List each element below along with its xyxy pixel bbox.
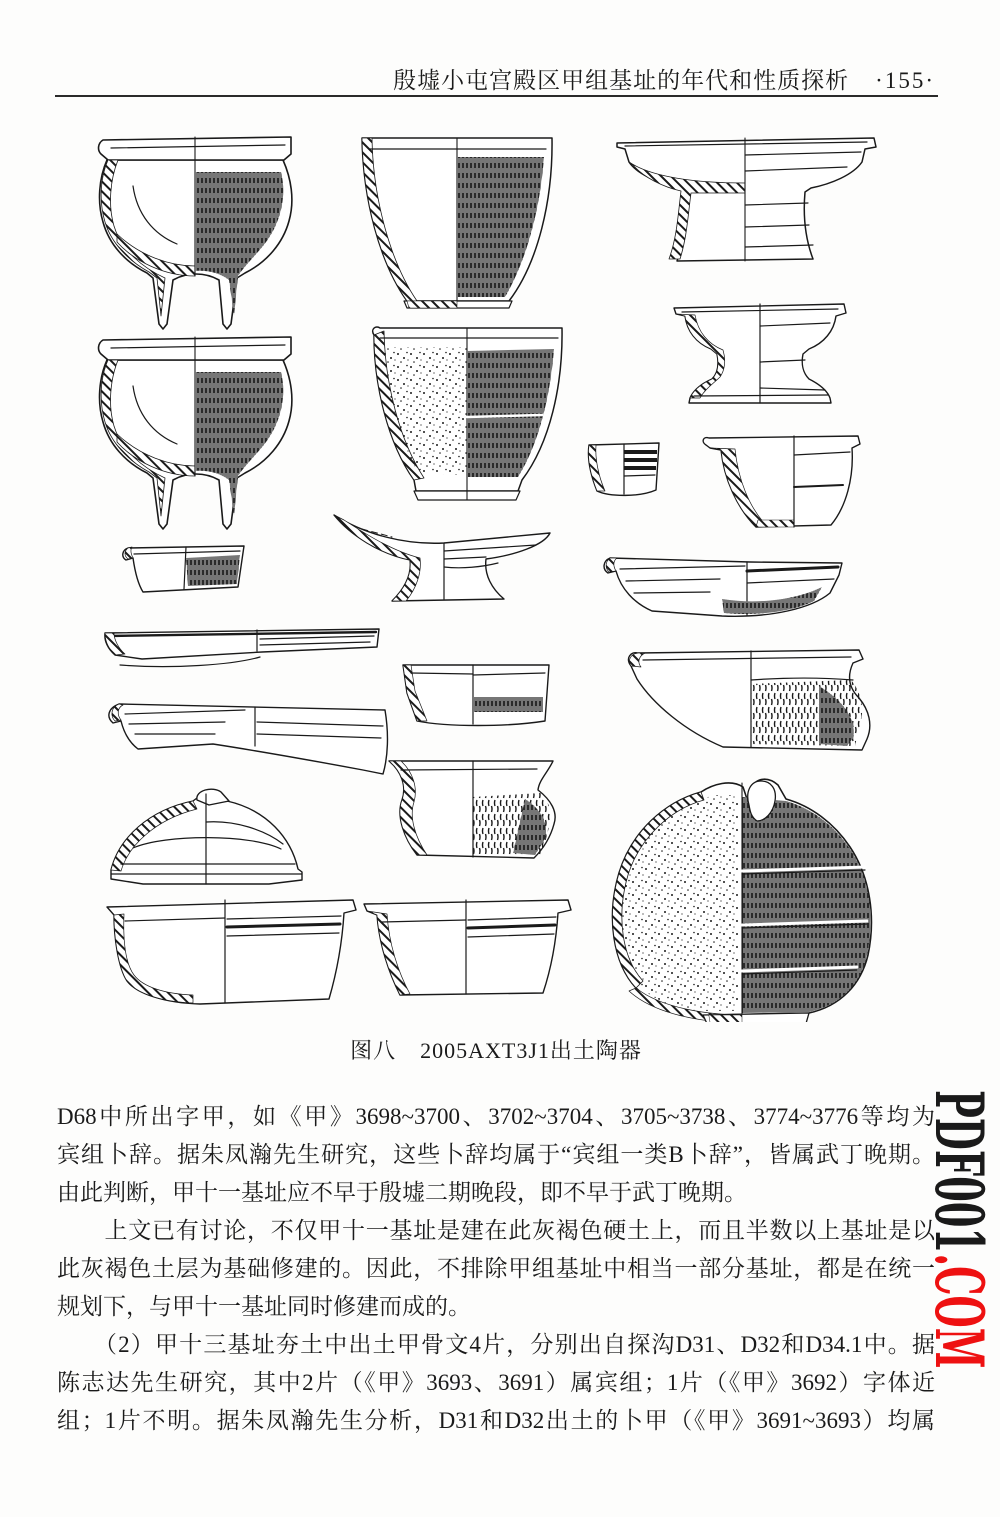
pottery-cup-banded	[403, 665, 549, 726]
text-line: 由此判断，甲十一基址应不早于殷墟二期晚段，即不早于武丁晚期。	[57, 1180, 747, 1205]
text-line: 上文已有讨论，不仅甲十一基址是建在此灰褐色硬土上，而且半数以上基址是以	[57, 1218, 935, 1243]
page-header	[57, 62, 935, 95]
pottery-wide-rim-1	[105, 629, 379, 667]
text-line: D68中所出字甲，如《甲》3698~3700、3702~3704、3705~3738、3774~3776等均为	[57, 1104, 935, 1129]
watermark	[920, 1090, 998, 1369]
text-line: 陈志达先生研究，其中2片（《甲》3693、3691）属宾组；1片（《甲》3692）字体近	[57, 1370, 935, 1395]
pottery-basin-2	[364, 900, 571, 995]
pottery-basin-1	[107, 900, 356, 1004]
body-text	[57, 1098, 935, 1440]
pottery-shallow-pan	[604, 558, 842, 616]
pottery-cup-sherd-banded	[588, 443, 659, 495]
watermark-primary: PDF001	[920, 1090, 998, 1254]
pottery-wide-rim-2	[109, 704, 388, 774]
pottery-li-tripod-1	[99, 137, 292, 329]
pottery-jar-neck-sherd	[389, 761, 555, 858]
pottery-large-urn	[613, 779, 872, 1022]
header-rule	[55, 95, 938, 97]
text-line: 宾组卜辞。据朱凤瀚先生研究，这些卜辞均属于“宾组一类B卜辞”，皆属武丁晚期。	[57, 1142, 935, 1167]
pottery-dou-small	[674, 304, 846, 403]
pottery-rim-sherd-painted	[123, 546, 244, 592]
text-line: 此灰褐色土层为基础修建的。因此，不排除甲组基址中相当一部分基址，都是在统一	[57, 1256, 935, 1281]
page-number: ·155·	[875, 68, 935, 93]
text-line: 组；1片不明。据朱凤瀚先生分析，D31和D32出土的卜甲（《甲》3691~3693）均属	[57, 1408, 935, 1433]
pottery-jar-rim-corded	[629, 650, 870, 750]
pottery-line-drawings	[90, 122, 910, 1022]
pottery-li-tripod-2	[99, 337, 292, 529]
running-title: 殷墟小屯宫殿区甲组基址的年代和性质探析	[393, 68, 850, 93]
figure-caption-text: 2005AXT3J1出土陶器	[420, 1038, 642, 1063]
watermark-secondary: .COM	[920, 1253, 998, 1369]
text-line: 规划下，与甲十一基址同时修建而成的。	[57, 1294, 471, 1319]
pottery-lid	[111, 789, 302, 884]
figure-caption	[57, 1034, 935, 1065]
pottery-dou-large	[617, 138, 876, 261]
pottery-deep-bowl-corded-1	[362, 138, 552, 308]
text-line: （2）甲十三基址夯土中出土甲骨文4片，分别出自探沟D31、D32和D34.1中。据	[57, 1332, 935, 1357]
figure-pottery-plate	[90, 122, 910, 1022]
pottery-deep-bowl-corded-2	[373, 327, 562, 500]
pottery-flat-bowl	[703, 436, 860, 527]
figure-caption-label: 图八	[350, 1038, 397, 1063]
pottery-stemmed-dish	[334, 515, 550, 601]
